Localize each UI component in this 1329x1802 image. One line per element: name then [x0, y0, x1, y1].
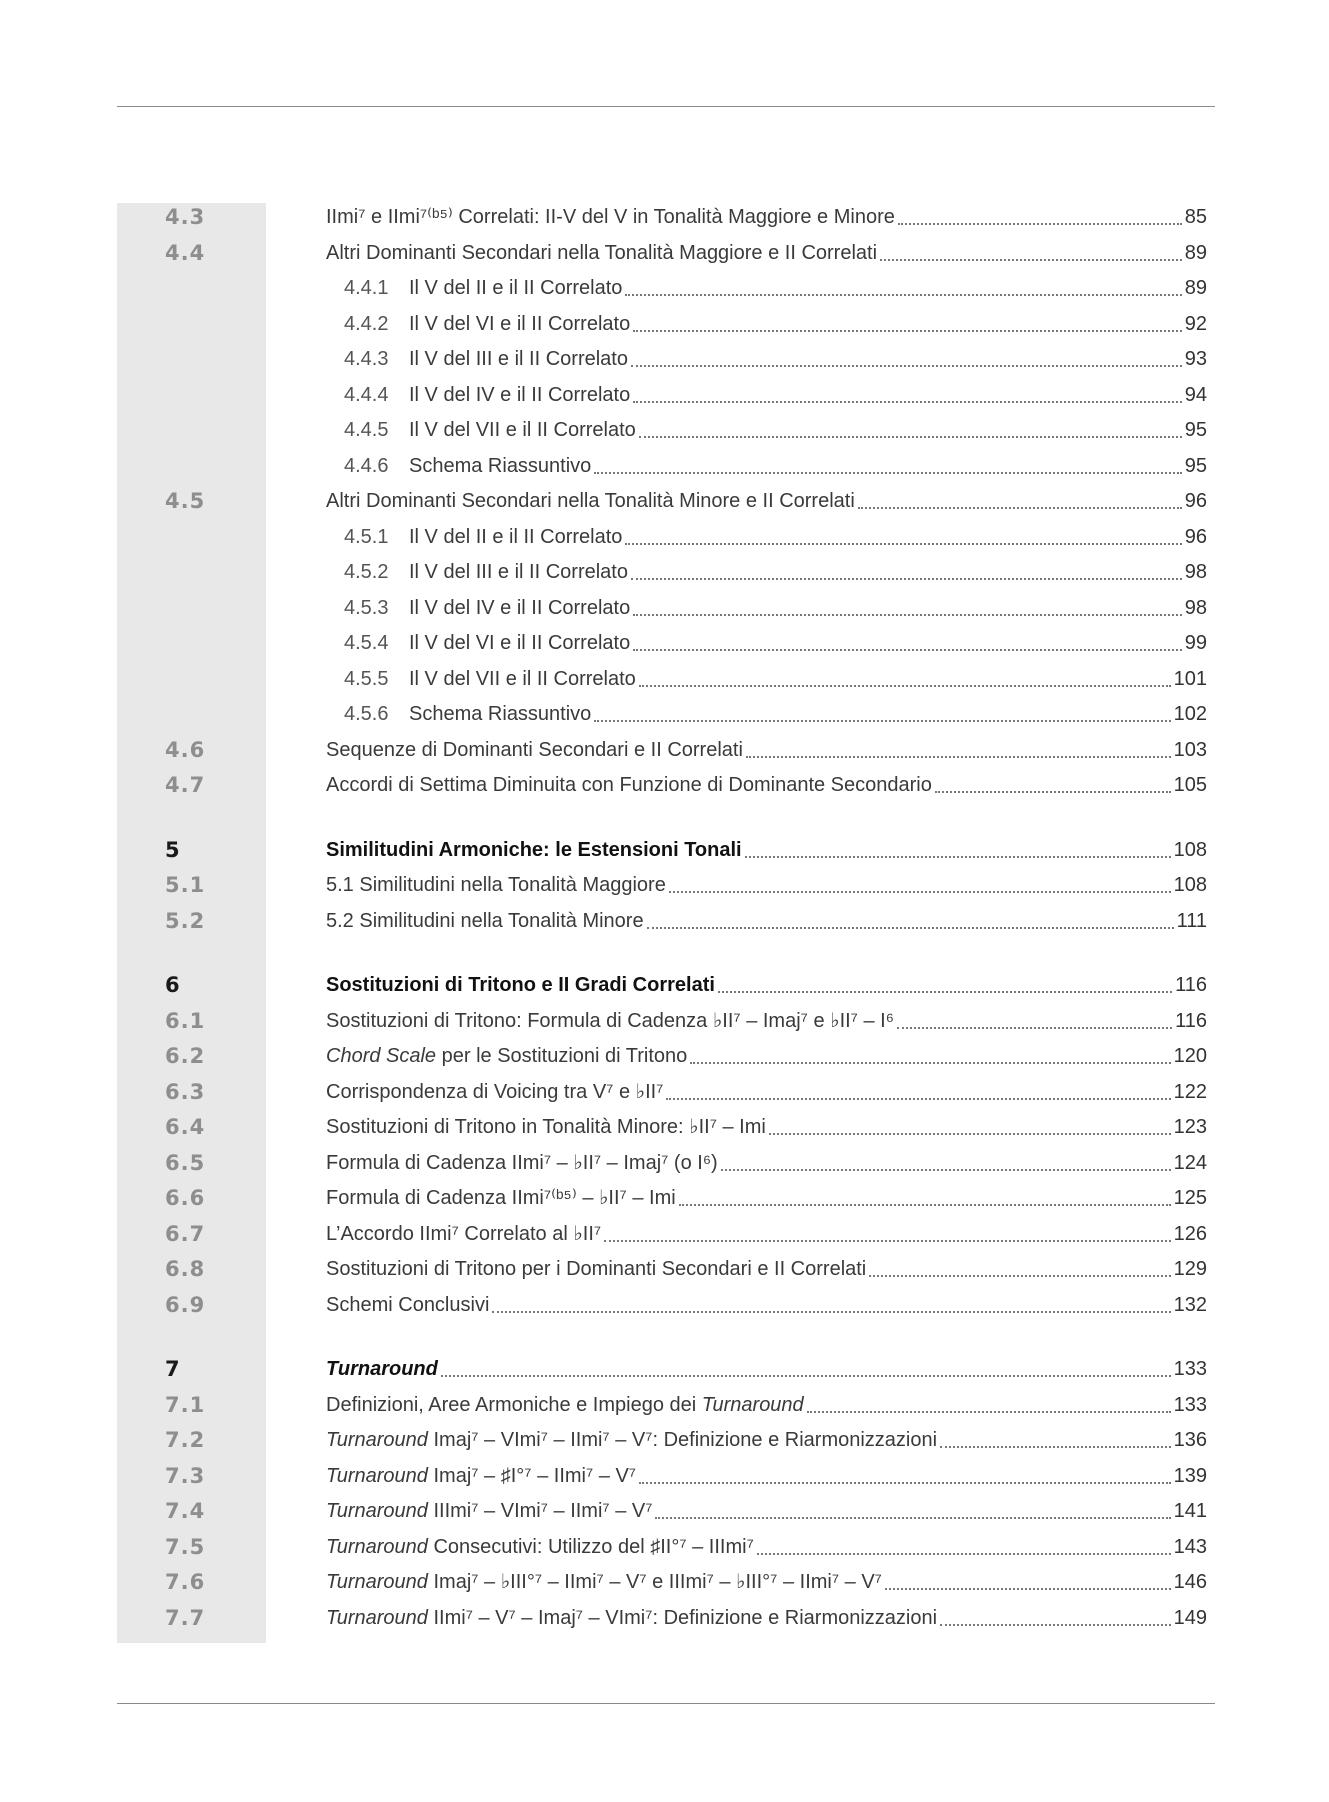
toc-entry-line	[326, 736, 1207, 764]
entry-title	[409, 665, 636, 693]
entry-title-italic: Turnaround	[326, 1464, 428, 1487]
entry-title	[326, 1568, 882, 1596]
dot-leader	[940, 1624, 1171, 1626]
section-number: 7.6	[165, 1570, 206, 1594]
toc-entry-line	[344, 594, 1207, 622]
toc-entry-line	[326, 1042, 1207, 1070]
toc-entry-line	[326, 871, 1207, 899]
page-number: 101	[1173, 667, 1207, 690]
subsection-number: 4.4.6	[344, 454, 389, 477]
entry-title-text: Il V del III e il II Correlato	[409, 561, 628, 583]
toc-section-row[interactable]	[117, 1424, 1215, 1460]
section-number: 7.7	[165, 1605, 206, 1630]
entry-title	[326, 1604, 937, 1632]
dot-leader	[594, 720, 1170, 722]
toc-entry-line	[326, 1078, 1207, 1106]
subsection-number: 4.4.1	[344, 277, 389, 299]
entry-title	[326, 907, 644, 935]
entry-title	[326, 1042, 687, 1070]
page-number: 108	[1173, 838, 1207, 861]
entry-title-text: per le Sostituzioni di Tritono	[436, 1045, 688, 1067]
dot-leader	[935, 791, 1171, 793]
page-number: 102	[1173, 703, 1207, 725]
page-number: 96	[1184, 490, 1207, 512]
toc-section-row[interactable]	[117, 1495, 1215, 1531]
entry-title	[326, 1149, 718, 1177]
entry-title	[326, 736, 743, 764]
entry-title-text: Formula di Cadenza IImi⁷ – ♭II⁷ – Imaj⁷ (o I⁶)	[326, 1151, 718, 1174]
toc-entry-line	[326, 1355, 1207, 1383]
dot-leader	[898, 223, 1182, 225]
entry-title	[409, 700, 591, 728]
entry-title-text: Il V del VII e il II Correlato	[409, 419, 636, 441]
entry-title	[326, 1533, 754, 1561]
entry-title-text: Imaj⁷ – ♭III°⁷ – IImi⁷ – V⁷ e IIImi⁷ – ♭III°⁷ – IImi⁷ – V⁷	[427, 1571, 882, 1593]
toc-section-row[interactable]	[117, 1253, 1215, 1289]
toc-section-row[interactable]	[117, 1111, 1215, 1147]
entry-title	[326, 1184, 676, 1212]
page-number: 94	[1184, 383, 1207, 406]
page-number: 93	[1184, 348, 1207, 370]
toc-subsection-row[interactable]	[117, 627, 1215, 663]
dot-leader	[441, 1375, 1171, 1377]
entry-title	[409, 594, 630, 622]
entry-title-text: Schema Riassuntivo	[409, 454, 592, 477]
toc-subsection-row[interactable]	[117, 698, 1215, 734]
entry-title	[326, 203, 895, 231]
entry-title	[409, 274, 622, 302]
footer-rule	[117, 1703, 1215, 1704]
toc-section-row[interactable]	[117, 1147, 1215, 1183]
toc-entry-line	[326, 771, 1207, 799]
toc-chapter-row[interactable]	[117, 834, 1215, 870]
entry-title-text: Altri Dominanti Secondari nella Tonalità Maggiore e II Correlati	[326, 241, 878, 264]
page-number: 125	[1173, 1187, 1207, 1209]
toc-subsection-row[interactable]	[117, 414, 1215, 450]
entry-title	[326, 1078, 663, 1106]
entry-title-text: Il V del IV e il II Correlato	[409, 383, 631, 406]
dot-leader	[633, 330, 1182, 332]
page-number: 92	[1184, 312, 1207, 335]
entry-title-text: Turnaround	[326, 1358, 438, 1380]
page-number: 96	[1184, 525, 1207, 548]
dot-leader	[633, 649, 1182, 651]
section-number: 6.3	[165, 1079, 206, 1104]
toc-section-row[interactable]	[117, 237, 1215, 273]
entry-title	[326, 971, 715, 999]
entry-title	[409, 452, 591, 480]
section-number: 4.7	[165, 773, 206, 797]
entry-title-italic: Turnaround	[701, 1393, 804, 1416]
entry-title	[409, 381, 630, 409]
dot-leader	[807, 1411, 1171, 1413]
page-number: 105	[1173, 774, 1207, 796]
entry-title	[326, 1426, 937, 1454]
section-number: 4.5	[165, 489, 206, 513]
page-number: 129	[1173, 1258, 1207, 1280]
entry-title	[326, 771, 932, 799]
subsection-number: 4.5.5	[344, 667, 389, 690]
toc-section-row[interactable]	[117, 201, 1215, 237]
entry-title-italic: Turnaround	[326, 1500, 428, 1522]
toc-entry-line	[344, 416, 1207, 444]
page-number: 133	[1173, 1393, 1207, 1416]
dot-leader	[666, 1098, 1170, 1100]
toc-entry-line	[326, 1184, 1207, 1212]
toc-entry-line	[326, 1533, 1207, 1561]
page-number: 98	[1184, 561, 1207, 583]
dot-leader	[885, 1588, 1171, 1590]
entry-title	[326, 1355, 438, 1383]
dot-leader	[718, 991, 1172, 993]
toc-section-row[interactable]	[117, 1218, 1215, 1254]
toc-subsection-row[interactable]	[117, 592, 1215, 628]
page-number: 116	[1175, 1009, 1207, 1032]
section-number: 4.6	[165, 737, 206, 762]
section-number: 6.5	[165, 1150, 206, 1175]
entry-title-text: IImi⁷ – V⁷ – Imaj⁷ – VImi⁷: Definizione e Riarmonizzazioni	[427, 1606, 938, 1629]
subsection-number: 4.4.3	[344, 348, 389, 370]
toc-entry-line	[326, 1220, 1207, 1248]
dot-leader	[869, 1275, 1170, 1277]
page-number: 122	[1173, 1080, 1207, 1103]
subsection-number: 4.4.5	[344, 419, 389, 441]
entry-title	[326, 1113, 766, 1141]
entry-title	[409, 629, 630, 657]
page-number: 95	[1184, 419, 1207, 441]
entry-title-text: Sostituzioni di Tritono per i Dominanti Secondari e II Correlati	[326, 1258, 867, 1280]
entry-title	[326, 1220, 601, 1248]
toc-subsection-row[interactable]	[117, 450, 1215, 486]
entry-title-text: Schema Riassuntivo	[409, 703, 592, 725]
toc-section-row[interactable]	[117, 1460, 1215, 1496]
entry-title-text: Il V del II e il II Correlato	[409, 277, 623, 299]
table-of-contents	[117, 201, 1215, 1637]
toc-entry-line	[326, 1497, 1207, 1525]
entry-title	[326, 1497, 652, 1525]
entry-title-text: Accordi di Settima Diminuita con Funzione di Dominante Secondario	[326, 774, 932, 796]
dot-leader	[633, 614, 1182, 616]
dot-leader	[647, 927, 1174, 929]
entry-title-italic: Chord Scale	[326, 1045, 437, 1067]
page-number: 136	[1173, 1429, 1207, 1451]
dot-leader	[633, 401, 1182, 403]
toc-section-row[interactable]	[117, 1389, 1215, 1425]
section-number: 7.1	[165, 1392, 206, 1417]
dot-leader	[721, 1169, 1171, 1171]
toc-entry-line	[344, 700, 1207, 728]
entry-title-text: Imaj⁷ – ♯I°⁷ – IImi⁷ – V⁷	[427, 1464, 637, 1487]
entry-title	[326, 239, 877, 267]
section-number: 5.2	[165, 908, 206, 933]
entry-title-italic: Turnaround	[326, 1606, 428, 1629]
dot-leader	[745, 856, 1171, 858]
dot-leader	[690, 1062, 1170, 1064]
section-number: 6.2	[165, 1044, 206, 1068]
subsection-number: 4.5.4	[344, 632, 389, 654]
entry-title-italic: Turnaround	[326, 1535, 428, 1558]
toc-entry-line	[344, 345, 1207, 373]
toc-section-row[interactable]	[117, 769, 1215, 805]
subsection-number: 4.5.1	[344, 525, 389, 548]
toc-entry-line	[344, 629, 1207, 657]
section-number: 7.5	[165, 1534, 206, 1559]
section-number: 7.2	[165, 1428, 206, 1452]
section-number: 6.8	[165, 1257, 206, 1281]
dot-leader	[594, 472, 1181, 474]
toc-entry-line	[326, 836, 1207, 864]
dot-leader	[679, 1204, 1171, 1206]
toc-entry-line	[326, 1568, 1207, 1596]
toc-chapter-row[interactable]	[117, 1353, 1215, 1389]
entry-title	[326, 487, 855, 515]
dot-leader	[492, 1311, 1170, 1313]
dot-leader	[604, 1240, 1171, 1242]
toc-entry-line	[344, 452, 1207, 480]
dot-leader	[639, 436, 1182, 438]
entry-title-text: IIImi⁷ – VImi⁷ – IImi⁷ – V⁷	[427, 1500, 653, 1522]
page-number: 98	[1184, 596, 1207, 619]
entry-title	[326, 1255, 866, 1283]
toc-entry-line	[326, 1113, 1207, 1141]
dot-leader	[655, 1517, 1170, 1519]
subsection-number: 4.5.3	[344, 596, 389, 619]
page-number: 89	[1184, 277, 1207, 299]
toc-entry-line	[326, 1426, 1207, 1454]
entry-title-text: Il V del VII e il II Correlato	[409, 667, 636, 690]
section-number: 4.4	[165, 240, 206, 265]
dot-leader	[631, 365, 1182, 367]
entry-title	[409, 523, 622, 551]
toc-subsection-row[interactable]	[117, 521, 1215, 557]
subsection-number: 4.4.2	[344, 312, 389, 335]
toc-section-row[interactable]	[117, 1005, 1215, 1041]
entry-title-text: 5.1 Similitudini nella Tonalità Maggiore	[326, 874, 666, 896]
entry-title-text: Il V del VI e il II Correlato	[409, 312, 631, 335]
toc-subsection-row[interactable]	[117, 343, 1215, 379]
entry-title-text: Il V del VI e il II Correlato	[409, 632, 631, 654]
toc-entry-line	[344, 558, 1207, 586]
toc-entry-line	[344, 665, 1207, 693]
toc-section-row[interactable]	[117, 1531, 1215, 1567]
entry-title	[326, 836, 742, 864]
header-rule	[117, 106, 1215, 107]
page-number: 149	[1173, 1606, 1207, 1629]
page-number: 89	[1184, 241, 1207, 264]
section-number: 6.7	[165, 1221, 206, 1246]
entry-title-text: Imaj⁷ – VImi⁷ – IImi⁷ – V⁷: Definizione e Riarmonizzazioni	[427, 1429, 938, 1451]
toc-entry-line	[326, 487, 1207, 515]
section-number: 7	[165, 1357, 181, 1381]
toc-section-row[interactable]	[117, 869, 1215, 905]
entry-title-text: Consecutivi: Utilizzo del ♯II°⁷ – IIImi⁷	[427, 1535, 754, 1558]
toc-section-row[interactable]	[117, 1076, 1215, 1112]
subsection-number: 4.5.6	[344, 703, 389, 725]
dot-leader	[769, 1133, 1171, 1135]
entry-title-text: Il V del III e il II Correlato	[409, 348, 628, 370]
toc-subsection-row[interactable]	[117, 663, 1215, 699]
toc-entry-line	[326, 1007, 1207, 1035]
page-number: 116	[1175, 974, 1207, 996]
toc-entry-line	[326, 907, 1207, 935]
entry-title	[326, 1007, 894, 1035]
entry-title	[326, 1462, 636, 1490]
section-number: 6.6	[165, 1186, 206, 1210]
entry-title	[326, 1391, 804, 1419]
toc-entry-line	[326, 239, 1207, 267]
entry-title	[409, 310, 630, 338]
toc-entry-line	[326, 203, 1207, 231]
entry-title-text: Sostituzioni di Tritono in Tonalità Minore: ♭II⁷ – Imi	[326, 1116, 766, 1138]
entry-title-text: Similitudini Armoniche: le Estensioni Tonali	[326, 838, 742, 861]
entry-title-italic: Turnaround	[326, 1571, 428, 1593]
entry-title	[409, 345, 628, 373]
entry-title-text: Altri Dominanti Secondari nella Tonalità Minore e II Correlati	[326, 490, 855, 512]
toc-entry-line	[344, 310, 1207, 338]
toc-entry-line	[326, 1604, 1207, 1632]
page-number: 141	[1173, 1500, 1207, 1522]
toc-section-row[interactable]	[117, 485, 1215, 521]
page-number: 111	[1176, 909, 1207, 932]
page-number: 120	[1173, 1045, 1207, 1067]
toc-section-row[interactable]	[117, 1289, 1215, 1325]
entry-title-text: Schemi Conclusivi	[326, 1293, 490, 1316]
entry-title	[409, 416, 636, 444]
toc-entry-line	[326, 1149, 1207, 1177]
toc-section-row[interactable]	[117, 1602, 1215, 1638]
dot-leader	[625, 294, 1181, 296]
dot-leader	[625, 543, 1181, 545]
section-number: 6.9	[165, 1292, 206, 1317]
subsection-number: 4.5.2	[344, 561, 389, 583]
toc-entry-line	[344, 381, 1207, 409]
toc-section-row[interactable]	[117, 734, 1215, 770]
toc-section-row[interactable]	[117, 905, 1215, 941]
dot-leader	[858, 507, 1182, 509]
section-number: 6	[165, 973, 181, 997]
page-number: 126	[1173, 1222, 1207, 1245]
toc-section-row[interactable]	[117, 1566, 1215, 1602]
entry-title-text: Sostituzioni di Tritono: Formula di Cadenza ♭II⁷ – Imaj⁷ e ♭II⁷ – I⁶	[326, 1009, 894, 1032]
page-number: 103	[1173, 738, 1207, 761]
dot-leader	[880, 259, 1182, 261]
dot-leader	[757, 1553, 1171, 1555]
toc-subsection-row[interactable]	[117, 379, 1215, 415]
entry-title-text: Sostituzioni di Tritono e II Gradi Correlati	[326, 974, 715, 996]
section-number: 6.4	[165, 1115, 206, 1139]
toc-entry-line	[326, 1462, 1207, 1490]
entry-title	[326, 871, 666, 899]
toc-section-row[interactable]	[117, 1182, 1215, 1218]
page-number: 124	[1173, 1151, 1207, 1174]
page-number: 99	[1184, 632, 1207, 654]
entry-title-text: IImi⁷ e IImi⁷⁽ᵇ⁵⁾ Correlati: II-V del V in Tonalità Maggiore e Minore	[326, 206, 895, 228]
entry-title	[409, 558, 628, 586]
toc-subsection-row[interactable]	[117, 308, 1215, 344]
dot-leader	[746, 756, 1171, 758]
dot-leader	[897, 1027, 1172, 1029]
page-number: 95	[1184, 454, 1207, 477]
entry-title-italic: Turnaround	[326, 1429, 428, 1451]
dot-leader	[639, 685, 1171, 687]
section-number: 7.4	[165, 1499, 206, 1523]
section-number: 7.3	[165, 1463, 206, 1488]
section-number: 4.3	[165, 205, 206, 229]
page-number: 108	[1173, 874, 1207, 896]
entry-title-text: Il V del II e il II Correlato	[409, 525, 623, 548]
dot-leader	[940, 1446, 1171, 1448]
dot-leader	[631, 578, 1182, 580]
entry-title-text: Definizioni, Aree Armoniche e Impiego dei	[326, 1393, 702, 1416]
section-number: 6.1	[165, 1008, 206, 1033]
toc-entry-line	[344, 274, 1207, 302]
toc-chapter-row[interactable]	[117, 969, 1215, 1005]
page-number: 146	[1173, 1571, 1207, 1593]
toc-entry-line	[326, 971, 1207, 999]
entry-title	[326, 1291, 489, 1319]
toc-section-row[interactable]	[117, 1040, 1215, 1076]
dot-leader	[639, 1482, 1171, 1484]
page-number: 85	[1184, 206, 1207, 228]
entry-title-text: Il V del IV e il II Correlato	[409, 596, 631, 619]
subsection-number: 4.4.4	[344, 383, 389, 406]
entry-title-text: Corrispondenza di Voicing tra V⁷ e ♭II⁷	[326, 1080, 664, 1103]
entry-title-text: Formula di Cadenza IImi⁷⁽ᵇ⁵⁾ – ♭II⁷ – Imi	[326, 1187, 676, 1209]
toc-entry-line	[344, 523, 1207, 551]
section-number: 5.1	[165, 873, 206, 897]
section-number: 5	[165, 837, 181, 862]
page-number: 139	[1173, 1464, 1207, 1487]
entry-title-text: 5.2 Similitudini nella Tonalità Minore	[326, 909, 644, 932]
dot-leader	[669, 891, 1171, 893]
page-number: 133	[1173, 1358, 1207, 1380]
entry-title-text: L’Accordo IImi⁷ Correlato al ♭II⁷	[326, 1222, 602, 1245]
toc-entry-line	[326, 1255, 1207, 1283]
toc-subsection-row[interactable]	[117, 556, 1215, 592]
toc-entry-line	[326, 1291, 1207, 1319]
page-number: 143	[1173, 1535, 1207, 1558]
page-number: 123	[1173, 1116, 1207, 1138]
toc-subsection-row[interactable]	[117, 272, 1215, 308]
page-number: 132	[1173, 1293, 1207, 1316]
entry-title-text: Sequenze di Dominanti Secondari e II Correlati	[326, 738, 743, 761]
toc-entry-line	[326, 1391, 1207, 1419]
